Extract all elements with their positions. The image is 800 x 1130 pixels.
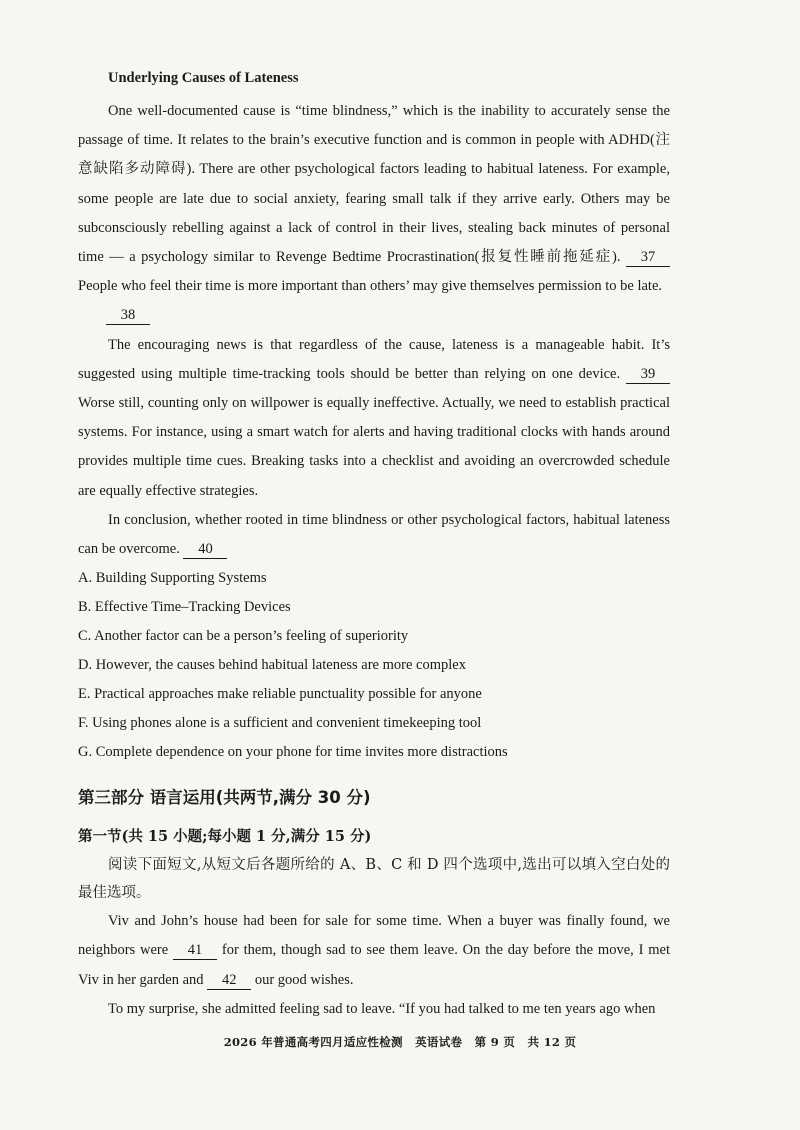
- paragraph-text: In conclusion, whether rooted in time blindness or other psychological factors, habitual lateness can be overcome.: [78, 511, 670, 558]
- article-heading: Underlying Causes of Lateness: [108, 70, 299, 86]
- paragraph-text: One well-documented cause is “time blindness,” which is the inability to accurately sense the passage of time. It relates to the brain’s executive function and is common in people with ADHD(注意缺陷多动障碍). There are other psychological factors leading to habitual lateness. For example, some people are late due to social anxiety, fearing small talk if they arrive early. Others may be subconsciously rebelling against a lack of control in their lives, stealing back minutes of personal time — a psychology similar to Revenge Bedtime Procrastination(报复性睡前拖延症).: [78, 103, 670, 266]
- paragraph-text: The encouraging news is that regardless of the cause, lateness is a manageable habit. It’s suggested using multiple time-tracking tools should be better than relying on one device.: [78, 336, 670, 382]
- blank-40: 40: [183, 541, 227, 559]
- blank-37: 37: [626, 249, 670, 267]
- paragraph-text: People who feel their time is more important than others’ may give themselves permission to be late.: [78, 278, 663, 295]
- cloze-paragraph-2: To my surprise, she admitted feeling sad to leave. “If you had talked to me ten years ago when: [108, 1000, 656, 1017]
- article-paragraph-2: [78, 331, 670, 506]
- page-footer: [0, 1034, 800, 1050]
- options-list: [78, 564, 670, 767]
- blank-39: 39: [626, 366, 670, 384]
- blank-41: 41: [173, 942, 217, 960]
- section-instructions: 阅读下面短文,从短文后各题所给的 A、B、C 和 D 四个选项中,选出可以填入空白处的最佳选项。: [78, 857, 670, 902]
- footer-subject: 英语试卷: [415, 1035, 463, 1049]
- paragraph-text: Worse still, counting only on willpower is equally ineffective. Actually, we need to establish practical systems. For instance, using a smart watch for alerts and having traditional clocks with hands around provides multiple time cues. Breaking tasks into a checklist and avoiding an overcrowded schedule are equally effective strategies.: [78, 395, 670, 499]
- section-1-title: 第一节(共 15 小题;每小题 1 分,满分 15 分): [78, 828, 372, 846]
- footer-exam-name: 2026 年普通高考四月适应性检测: [223, 1035, 403, 1049]
- blank-42: 42: [207, 972, 251, 990]
- footer-page-number: 第 9 页: [474, 1035, 516, 1049]
- paragraph-text: for them, though sad to see them leave. On the day before the move, I met Viv in her garden and: [78, 942, 671, 988]
- option-f: F. Using phones alone is a sufficient and convenient timekeeping tool: [78, 715, 482, 732]
- option-c: C. Another factor can be a person’s feeling of superiority: [78, 628, 409, 645]
- blank-38-line: [78, 301, 670, 330]
- option-d: D. However, the causes behind habitual lateness are more complex: [78, 657, 466, 674]
- article-paragraph-1: [78, 97, 670, 301]
- exam-page: [78, 68, 670, 1024]
- paragraph-text: our good wishes.: [251, 971, 354, 988]
- article-paragraph-3: [78, 506, 670, 564]
- option-b: B. Effective Time–Tracking Devices: [78, 599, 291, 616]
- paragraph-text: Viv and John’s house had been for sale for some time. When a buyer was finally found, we neighbors were: [78, 913, 670, 959]
- part-3-title: 第三部分 语言运用(共两节,满分 30 分): [78, 788, 371, 808]
- cloze-paragraph-1: [78, 907, 670, 995]
- footer-total-pages: 共 12 页: [527, 1035, 577, 1049]
- blank-38: 38: [106, 307, 150, 325]
- option-a: A. Building Supporting Systems: [78, 570, 267, 587]
- option-e: E. Practical approaches make reliable punctuality possible for anyone: [78, 686, 482, 703]
- option-g: G. Complete dependence on your phone for time invites more distractions: [78, 744, 508, 761]
